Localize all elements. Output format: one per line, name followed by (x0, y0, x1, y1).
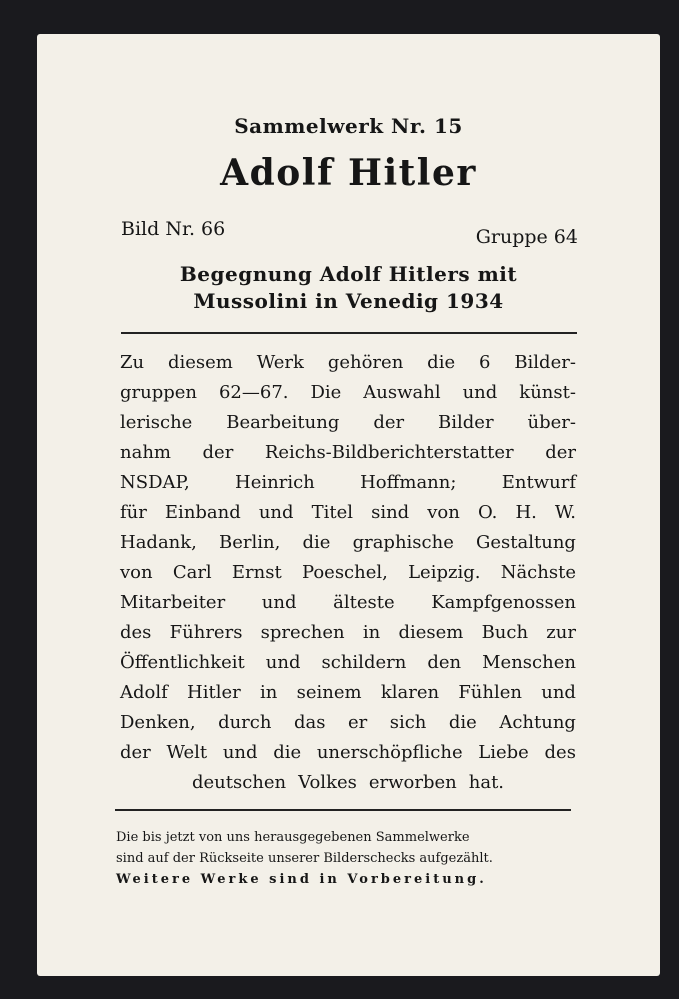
description-word: die (448, 712, 477, 733)
description-word: Achtung (499, 712, 576, 733)
description-line (120, 438, 576, 468)
picture-caption-line-1: Begegnung Adolf Hitlers mit (179, 262, 518, 286)
description-word: Poeschel, (301, 562, 388, 583)
description-word: graphische (352, 532, 454, 553)
description-word: NSDAP, (120, 472, 190, 493)
description-word: Carl (172, 562, 212, 583)
description-word: Führers (169, 622, 243, 643)
description-word: Hoffmann; (360, 472, 457, 493)
description-word: älteste (333, 592, 395, 613)
description-word: diesem (398, 622, 464, 643)
description-word: Die (310, 382, 342, 403)
divider-top (121, 332, 577, 334)
description-word: sprechen (260, 622, 345, 643)
description-word: das (293, 712, 326, 733)
description-word: sich (389, 712, 427, 733)
description-word: durch (218, 712, 272, 733)
footer-line-2: sind auf der Rückseite unserer Bilderschecks aufgezählt. (116, 851, 493, 866)
description-word: schildern (321, 652, 407, 673)
description-word: gruppen (120, 382, 198, 403)
description-word: Hitler (187, 682, 241, 703)
divider-bottom (115, 809, 571, 811)
description-word: Mitarbeiter (120, 592, 226, 613)
description-line (120, 648, 576, 678)
description-word: erworben (368, 772, 457, 793)
description-word: Berlin, (219, 532, 281, 553)
description-line (120, 588, 576, 618)
description-line (120, 618, 576, 648)
description-word: nahm (120, 442, 171, 463)
description-word: Titel (311, 502, 354, 523)
description-word: Adolf (120, 682, 168, 703)
description-word: W. (554, 502, 576, 523)
description-word: Reichs-Bildberichterstatter (264, 442, 514, 463)
description-line (120, 738, 576, 768)
description-word: Ernst (231, 562, 282, 583)
description-word: von (427, 502, 460, 523)
description-word: der (545, 442, 576, 463)
description-word: hat. (468, 772, 505, 793)
description-word: Zu (120, 352, 145, 373)
description-word: und (222, 742, 258, 763)
description-word: Volkes (298, 772, 357, 793)
description-word: Bilder- (514, 352, 576, 373)
description-line (120, 468, 576, 498)
description-word: diesem (167, 352, 233, 373)
description-text (120, 348, 576, 798)
description-word: unerschöpfliche (316, 742, 463, 763)
footer-line-3: Weitere Werke sind in Vorbereitung. (116, 872, 487, 887)
description-word: und (541, 682, 576, 703)
description-word: Bilder (438, 412, 494, 433)
description-word: Welt (166, 742, 208, 763)
description-word: O. (477, 502, 498, 523)
description-word: zur (546, 622, 576, 643)
collector-card (37, 34, 660, 976)
description-line (120, 498, 576, 528)
description-word: 6 (478, 352, 491, 373)
description-word: Bearbeitung (226, 412, 340, 433)
description-line (120, 528, 576, 558)
description-word: den (427, 652, 462, 673)
description-word: für (120, 502, 147, 523)
description-line (120, 678, 576, 708)
description-word: die (302, 532, 331, 553)
description-word: über- (527, 412, 576, 433)
description-word: Liebe (478, 742, 529, 763)
description-word: Fühlen (458, 682, 522, 703)
description-word: deutschen (191, 772, 287, 793)
description-line (120, 348, 576, 378)
description-word: Kampfgenossen (431, 592, 576, 613)
description-word: und (462, 382, 498, 403)
description-line (120, 768, 576, 798)
description-word: Auswahl (363, 382, 441, 403)
description-word: Werk (256, 352, 304, 373)
description-word: der (202, 442, 234, 463)
picture-caption-line-2: Mussolini in Venedig 1934 (193, 289, 504, 313)
group-number: Gruppe 64 (475, 226, 578, 248)
description-line (120, 378, 576, 408)
description-word: er (347, 712, 368, 733)
description-word: Einband (164, 502, 241, 523)
description-line (120, 558, 576, 588)
description-word: die (427, 352, 456, 373)
description-word: Menschen (482, 652, 576, 673)
description-word: Heinrich (235, 472, 315, 493)
description-word: in (259, 682, 278, 703)
description-word: Denken, (120, 712, 196, 733)
description-word: der (373, 412, 405, 433)
description-word: Nächste (500, 562, 576, 583)
description-word: klaren (380, 682, 440, 703)
footer-line-1: Die bis jetzt von uns herausgegebenen Sammelwerke (116, 830, 470, 845)
description-line (120, 408, 576, 438)
description-word: des (544, 742, 576, 763)
description-line (120, 708, 576, 738)
description-word: von (120, 562, 153, 583)
description-word: lerische (120, 412, 193, 433)
card-title: Adolf Hitler (220, 152, 477, 194)
description-word: der (120, 742, 151, 763)
series-number: Sammelwerk Nr. 15 (234, 114, 463, 138)
description-word: H. (515, 502, 537, 523)
description-word: und (261, 592, 297, 613)
description-word: Entwurf (501, 472, 576, 493)
description-word: sind (371, 502, 410, 523)
picture-number: Bild Nr. 66 (121, 218, 226, 240)
description-word: Gestaltung (476, 532, 576, 553)
description-word: Buch (481, 622, 529, 643)
description-word: Leipzig. (408, 562, 481, 583)
description-word: künst- (519, 382, 576, 403)
description-word: Hadank, (120, 532, 197, 553)
description-word: gehören (327, 352, 404, 373)
description-word: und (258, 502, 294, 523)
description-word: Öffentlichkeit (120, 652, 245, 673)
description-word: die (273, 742, 302, 763)
description-word: des (120, 622, 152, 643)
description-word: 62—67. (218, 382, 289, 403)
description-word: in (362, 622, 381, 643)
description-word: und (265, 652, 301, 673)
description-word: seinem (296, 682, 362, 703)
